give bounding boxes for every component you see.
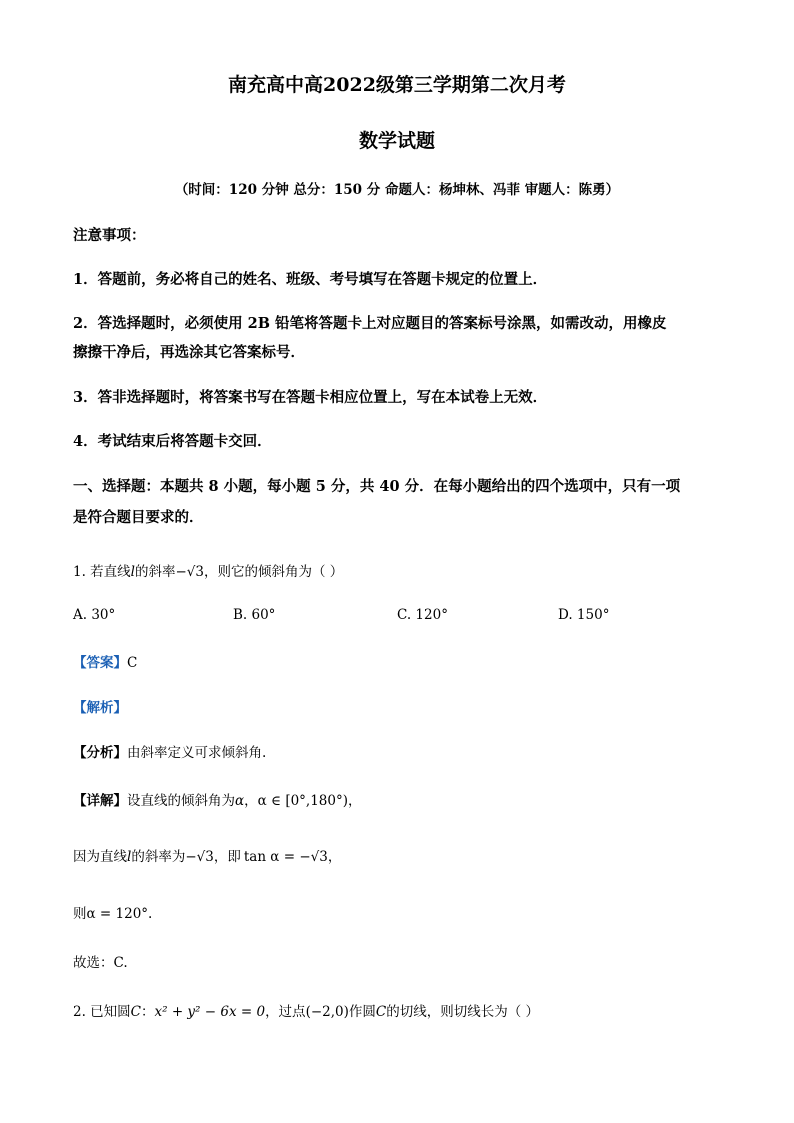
- subject-title: 数学试题: [358, 130, 435, 152]
- notice-item-2: 2．答选择题时，必须使用 2B 铅笔将答题卡上对应题目的答案标号涂黑，如需改动，用橡皮: [73, 315, 667, 332]
- detail-alpha: α: [235, 793, 245, 809]
- q2-colon: ：: [141, 1004, 155, 1020]
- q2-mid: ，过点: [265, 1004, 306, 1020]
- q1-option-a: A. 30°: [73, 607, 116, 623]
- notice-item-1: 1．答题前，务必将自己的姓名、班级、考号填写在答题卡规定的位置上．: [73, 271, 548, 288]
- detail2-l: l: [127, 849, 132, 865]
- q1-suffix: ，则它的倾斜角为（ ）: [204, 564, 344, 580]
- detail3-math: α = 120°: [86, 906, 149, 922]
- question-1: [73, 560, 343, 580]
- fenxi-text: 由斜率定义可求倾斜角.: [127, 745, 267, 761]
- notice-item-4: 4．考试结束后将答题卡交回．: [73, 433, 272, 450]
- q2-point: (−2,0): [305, 1004, 349, 1020]
- detail2-end: ，: [327, 849, 342, 865]
- detail2-text-a: 因为直线: [73, 849, 127, 865]
- detail-text: 设直线的倾斜角为: [127, 793, 235, 809]
- question-2: [73, 1000, 539, 1020]
- detail3-end: .: [148, 906, 153, 922]
- q1-mid: 的斜率: [135, 564, 176, 580]
- detail-tag: 【详解】: [73, 793, 127, 809]
- q1-prefix: 1. 若直线: [73, 564, 131, 580]
- fenxi-tag: 【分析】: [73, 745, 127, 761]
- section-heading: 一、选择题：本题共 8 小题，每小题 5 分，共 40 分．在每小题给出的四个选项中，只有一项: [73, 478, 681, 495]
- detail2-math: tan α = −√3: [243, 849, 328, 865]
- q2-equation: x² + y² − 6x = 0: [154, 1004, 266, 1020]
- section-heading-cont: 是符合题目要求的．: [73, 509, 204, 526]
- notice-item-3: 3．答非选择题时，将答案书写在答题卡相应位置上，写在本试卷上无效．: [73, 389, 548, 406]
- notice-item-2-cont: 擦擦干净后，再选涂其它答案标号．: [73, 344, 305, 361]
- detail-math: ，α ∈ [0°,180°)，: [244, 793, 362, 809]
- answer-value: C: [127, 655, 138, 671]
- detail3-text: 则: [73, 906, 87, 922]
- q2-var-c2: C: [375, 1004, 387, 1020]
- q1-detail-3: [73, 902, 152, 922]
- q1-slope: −√3: [175, 564, 205, 580]
- q2-var-c: C: [130, 1004, 142, 1020]
- q1-option-b: B. 60°: [233, 607, 276, 623]
- q1-option-d: D. 150°: [558, 607, 610, 623]
- analysis-tag: 【解析】: [73, 700, 127, 716]
- answer-tag: 【答案】: [73, 655, 127, 671]
- q1-choice: 故选：C.: [73, 955, 128, 971]
- notice-heading: 注意事项：: [73, 227, 146, 244]
- q1-detail-2: [73, 845, 341, 865]
- exam-title: 南充高中高2022级第三学期第二次月考: [228, 74, 566, 96]
- q1-var-l: l: [130, 564, 135, 580]
- detail2-text-b: 的斜率为−√3，即: [131, 849, 241, 865]
- q2-mid2: 作圆: [348, 1004, 376, 1020]
- q2-prefix: 2. 已知圆: [73, 1004, 131, 1020]
- q1-answer: [73, 651, 137, 671]
- exam-meta: （时间：120 分钟 总分：150 分 命题人：杨坤林、冯菲 审题人：陈勇）: [174, 182, 620, 198]
- q1-option-c: C. 120°: [397, 607, 448, 623]
- q2-suffix: 的切线，则切线长为（ ）: [386, 1004, 540, 1020]
- q1-fenxi: [73, 741, 266, 761]
- q1-detail-1: [73, 789, 362, 809]
